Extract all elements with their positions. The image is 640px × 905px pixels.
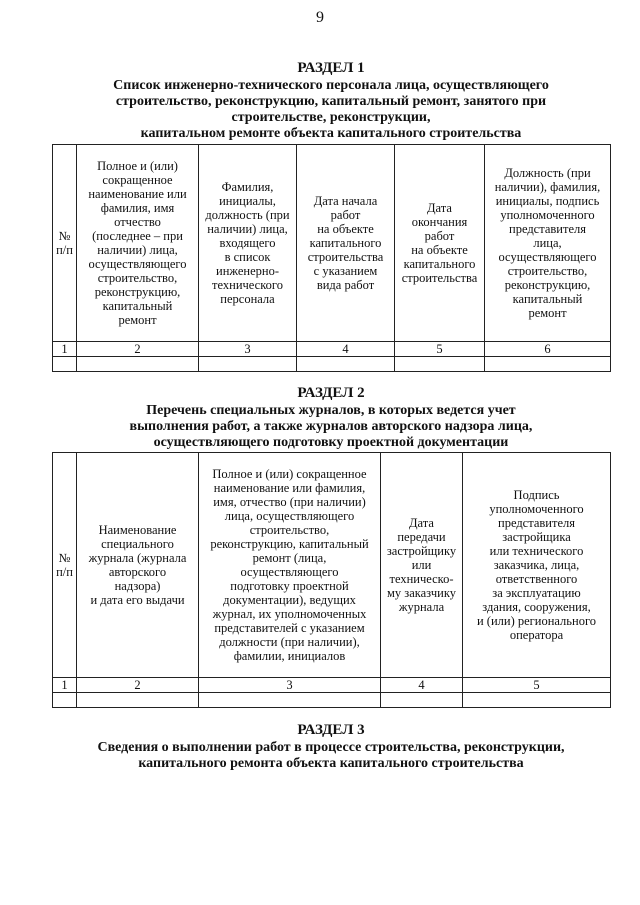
header-text: капитального [403,257,476,271]
header-text: п/п [56,565,73,579]
header-text: техническо- [389,572,454,586]
header-text: застройщику [386,544,457,558]
header-cell-client-signature [463,453,611,678]
caption-line: Список инженерно-технического персонала лица, осуществляющего [113,78,549,93]
column-number: 3 [199,342,297,357]
header-text: сокращенное [102,173,173,187]
header-text: в список [224,250,271,264]
header-text: Дата [409,516,434,530]
caption-line: строительство, реконструкцию, капитальный ремонт, занятого при [115,94,547,109]
header-text: или [411,558,432,572]
caption-line: выполнения работ, а также журналов авторского надзора лица, [129,419,533,434]
header-text: работ [330,208,361,222]
header-text: персонала [220,292,275,306]
header-text: подготовку проектной [230,579,349,593]
column-number-row [53,678,611,693]
header-text: передачи [397,530,446,544]
header-text: вида работ [316,278,375,292]
header-text: имя, отчество (при наличии) [213,495,366,509]
header-cell-end-date [395,145,485,342]
header-text: оператора [509,628,564,642]
empty-cell [53,693,77,708]
header-text: наименование или [88,187,187,201]
section-1-caption [52,78,610,142]
empty-cell [199,357,297,372]
column-number: 5 [395,342,485,357]
header-text: должность (при [205,208,290,222]
header-text: ремонт (лица, [252,551,327,565]
section-3-caption [52,740,610,772]
header-text: журнал, их уполномоченных [212,607,367,621]
column-number: 4 [381,678,463,693]
header-cell-journal-name [77,453,199,678]
header-text: Полное и (или) сокращенное [212,467,367,481]
header-text: входящего [219,236,276,250]
header-text: капитальный [512,292,583,306]
header-text: Должность (при [504,166,591,180]
header-text: должности (при наличии), [219,635,360,649]
header-text: и (или) регионального [476,614,597,628]
empty-cell [485,357,611,372]
header-text: (последнее – при [92,229,183,243]
empty-cell [77,357,199,372]
header-text: журнала (журнала [88,551,187,565]
header-cell-number [53,145,77,342]
header-text: или технического [489,544,584,558]
header-text: Наименование [98,523,177,537]
caption-line: строительстве, реконструкции, [231,110,431,125]
empty-cell [297,357,395,372]
header-text: лица, осуществляющего [224,509,355,523]
section-1-heading [52,60,610,142]
header-text: уполномоченного [500,208,595,222]
header-text: окончания [411,215,468,229]
section-3-title: РАЗДЕЛ 3 [297,722,365,738]
caption-line: Сведения о выполнении работ в процессе строительства, реконструкции, [97,740,565,755]
column-number-row [53,342,611,357]
header-text: Дата начала [313,194,378,208]
header-text: строительства [307,250,384,264]
empty-cell [381,693,463,708]
header-text: на объекте [317,222,374,236]
caption-line: капитального ремонта объекта капитального строительства [138,756,524,771]
header-text: за эксплуатацию [492,586,581,600]
section-2-title: РАЗДЕЛ 2 [297,385,365,401]
header-text: строительство, [249,523,330,537]
header-text: технического [212,278,283,292]
empty-cell [77,693,199,708]
header-text: с указанием [313,264,378,278]
section-3-heading [52,722,610,772]
column-number: 1 [53,342,77,357]
header-cell-contractor-name [77,145,199,342]
header-text: инициалы, подпись [495,194,600,208]
header-text: осуществляющего [498,250,597,264]
header-text: работ [424,229,455,243]
header-text: реконструкцию, [504,278,591,292]
header-text: представителей с указанием [214,621,365,635]
caption-line: Перечень специальных журналов, в которых ведется учет [146,403,516,418]
header-text: и дата его выдачи [90,593,185,607]
header-text: капитального [309,236,382,250]
column-number: 2 [77,678,199,693]
header-text: наличии) лица, [207,222,288,236]
section-2-heading [52,385,610,451]
header-text: уполномоченного [489,502,584,516]
header-cell-representative-signature [485,145,611,342]
column-number: 4 [297,342,395,357]
caption-line: осуществляющего подготовку проектной документации [153,435,509,450]
header-text: строительство, [97,271,178,285]
header-text: ремонт [528,306,567,320]
header-cell-staff-name [199,145,297,342]
header-text: Фамилия, [221,180,274,194]
header-text: Подпись [513,488,560,502]
header-text: представителя [509,222,586,236]
column-number: 2 [77,342,199,357]
header-text: осуществляющего [240,565,339,579]
empty-cell [395,357,485,372]
header-text: фамилии, инициалов [233,649,346,663]
special-journals-table [52,452,611,708]
column-number: 1 [53,678,77,693]
header-cell-transfer-date [381,453,463,678]
header-text: инженерно- [216,264,279,278]
column-number: 3 [199,678,381,693]
header-text: осуществляющего [88,257,187,271]
header-text: заказчика, лица, [493,558,580,572]
header-text: здания, сооружения, [482,600,591,614]
engineering-staff-table [52,144,611,372]
header-cell-number [53,453,77,678]
header-text: лица, [533,236,562,250]
header-text: капитальный [102,299,173,313]
empty-data-row [53,693,611,708]
empty-cell [53,357,77,372]
header-text: № [58,229,71,243]
header-text: на объекте [411,243,468,257]
header-text: застройщика [502,530,571,544]
header-text: специального [101,537,174,551]
header-text: отчество [114,215,161,229]
column-number: 5 [463,678,611,693]
header-text: надзора) [114,579,161,593]
header-cell-start-date [297,145,395,342]
table-header-row [53,453,611,678]
header-text: п/п [56,243,73,257]
column-number: 6 [485,342,611,357]
caption-line: капитальном ремонте объекта капитального строительства [140,126,522,141]
header-text: реконструкцию, капитальный [210,537,369,551]
header-text: наличии), фамилия, [494,180,601,194]
header-text: Полное и (или) [97,159,178,173]
header-text: ремонт [118,313,157,327]
header-cell-journal-keeper [199,453,381,678]
header-text: Дата [427,201,452,215]
empty-cell [463,693,611,708]
header-text: наименование или фамилия, [213,481,366,495]
section-2-caption [52,403,610,451]
empty-cell [199,693,381,708]
empty-data-row [53,357,611,372]
header-text: № [58,551,71,565]
header-text: строительства [401,271,478,285]
header-text: строительство, [507,264,588,278]
header-text: реконструкцию, [94,285,181,299]
header-text: фамилия, имя [100,201,175,215]
section-1-title: РАЗДЕЛ 1 [297,60,365,76]
header-text: ответственного [495,572,578,586]
header-text: наличии) лица, [97,243,178,257]
table-header-row [53,145,611,342]
header-text: инициалы, [219,194,276,208]
header-text: журнала [398,600,445,614]
header-text: авторского [108,565,167,579]
header-text: му заказчику [386,586,456,600]
page-number: 9 [316,9,324,26]
header-text: представителя [498,516,575,530]
header-text: документации), ведущих [223,593,356,607]
